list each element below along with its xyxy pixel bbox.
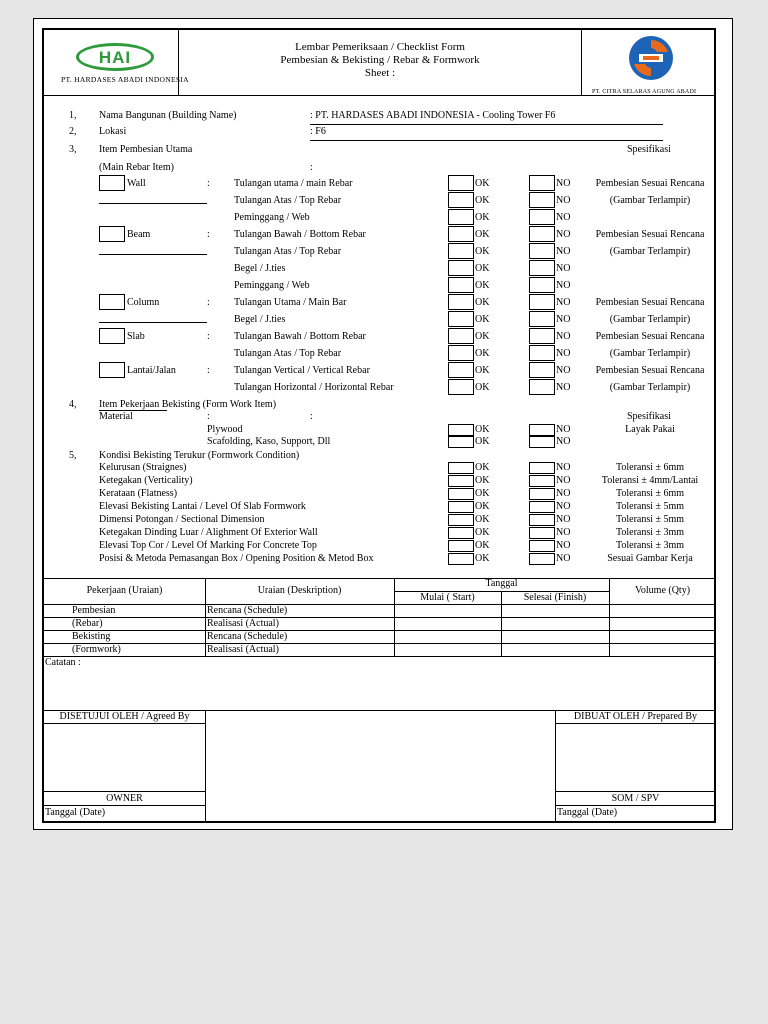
ok-label: OK bbox=[475, 424, 490, 435]
col-work-header: Pekerjaan (Uraian) bbox=[86, 585, 163, 596]
rebar-item: Tulangan Atas / Top Rebar bbox=[234, 195, 342, 206]
no-label: NO bbox=[556, 348, 571, 359]
ok-checkbox[interactable] bbox=[448, 243, 474, 259]
condition-spec: Sesuai Gambar Kerja bbox=[607, 553, 693, 564]
ok-label: OK bbox=[475, 280, 490, 291]
condition-spec: Toleransi ± 4mm/Lantai bbox=[601, 475, 699, 486]
building-name-value: : PT. HARDASES ABADI INDONESIA - Cooling Tower F6 bbox=[310, 110, 556, 121]
ok-label: OK bbox=[475, 297, 490, 308]
no-checkbox[interactable] bbox=[529, 175, 555, 191]
column-checkbox[interactable] bbox=[99, 294, 125, 310]
condition-item: Kerataan (Flatness) bbox=[99, 488, 178, 499]
no-checkbox[interactable] bbox=[529, 294, 555, 310]
no-checkbox[interactable] bbox=[529, 540, 555, 552]
form-title: Lembar Pemeriksaan / Checklist Form bbox=[295, 41, 465, 53]
rebar-spec: (Gambar Terlampir) bbox=[609, 195, 691, 206]
schedule-work: (Rebar) bbox=[72, 618, 103, 629]
rebar-spec: (Gambar Terlampir) bbox=[609, 382, 691, 393]
no-label: NO bbox=[556, 424, 571, 435]
ok-checkbox[interactable] bbox=[448, 462, 474, 474]
schedule-work: Bekisting bbox=[72, 631, 111, 642]
ok-label: OK bbox=[475, 553, 490, 564]
no-checkbox[interactable] bbox=[529, 243, 555, 259]
slab-checkbox[interactable] bbox=[99, 328, 125, 344]
rebar-item: Tulangan Utama / Main Bar bbox=[234, 297, 347, 308]
no-label: NO bbox=[556, 212, 571, 223]
col-desc-header: Uraian (Deskription) bbox=[257, 585, 342, 596]
middle-signature-box[interactable] bbox=[206, 711, 555, 823]
rebar-item: Tulangan Vertical / Vertical Rebar bbox=[234, 365, 370, 376]
no-checkbox[interactable] bbox=[529, 277, 555, 293]
building-name-label: Nama Bangunan (Building Name) bbox=[99, 110, 237, 121]
group-lantai-label: Lantai/Jalan bbox=[127, 365, 176, 376]
no-checkbox[interactable] bbox=[529, 462, 555, 474]
no-label: NO bbox=[556, 540, 571, 551]
no-label: NO bbox=[556, 263, 571, 274]
rebar-spec: Pembesian Sesuai Rencana bbox=[595, 178, 705, 189]
rebar-item: Peminggang / Web bbox=[234, 212, 310, 223]
sheet-label: Sheet : bbox=[364, 67, 396, 79]
ok-checkbox[interactable] bbox=[448, 328, 474, 344]
ok-label: OK bbox=[475, 488, 490, 499]
ok-checkbox[interactable] bbox=[448, 553, 474, 565]
no-checkbox[interactable] bbox=[529, 488, 555, 500]
ok-label: OK bbox=[475, 246, 490, 257]
rebar-item: Tulangan Bawah / Bottom Rebar bbox=[234, 229, 366, 240]
csa-logo-icon bbox=[621, 34, 681, 82]
right-company-name: PT. CITRA SELARAS AGUNG ABADI bbox=[592, 89, 697, 95]
schedule-work: Pembesian bbox=[72, 605, 116, 616]
ok-checkbox[interactable] bbox=[448, 362, 474, 378]
owner-signature-box[interactable] bbox=[44, 724, 205, 790]
formwork-title: Item Pekerjaan Bekisting (Form Work Item) bbox=[99, 399, 277, 410]
field-number: 2, bbox=[69, 126, 77, 137]
ok-checkbox[interactable] bbox=[448, 424, 474, 436]
notes-label: Catatan : bbox=[45, 657, 81, 668]
ok-label: OK bbox=[475, 514, 490, 525]
ok-label: OK bbox=[475, 331, 490, 342]
no-label: NO bbox=[556, 195, 571, 206]
no-checkbox[interactable] bbox=[529, 209, 555, 225]
material-label: Material bbox=[99, 411, 133, 422]
no-label: NO bbox=[556, 475, 571, 486]
no-label: NO bbox=[556, 527, 571, 538]
location-value: : F6 bbox=[310, 126, 326, 137]
col-volume-header: Volume (Qty) bbox=[634, 585, 691, 596]
ok-label: OK bbox=[475, 462, 490, 473]
som-label: SOM / SPV bbox=[611, 793, 660, 804]
no-label: NO bbox=[556, 314, 571, 325]
rebar-item: Tulangan Atas / Top Rebar bbox=[234, 348, 342, 359]
col-date-header: Tanggal bbox=[485, 578, 518, 589]
rebar-item: Begel / J.ties bbox=[234, 314, 286, 325]
ok-label: OK bbox=[475, 348, 490, 359]
ok-label: OK bbox=[475, 527, 490, 538]
condition-item: Elevasi Top Cor / Level Of Marking For Concrete Top bbox=[99, 540, 317, 551]
ok-checkbox[interactable] bbox=[448, 488, 474, 500]
no-checkbox[interactable] bbox=[529, 379, 555, 395]
group-beam-label: Beam bbox=[127, 229, 151, 240]
rebar-spec: Pembesian Sesuai Rencana bbox=[595, 229, 705, 240]
hai-logo-icon: HAI bbox=[76, 43, 154, 71]
no-checkbox[interactable] bbox=[529, 475, 555, 487]
ok-label: OK bbox=[475, 263, 490, 274]
ok-label: OK bbox=[475, 382, 490, 393]
formwork-item: Scafolding, Kaso, Support, Dll bbox=[207, 436, 331, 447]
form-frame: HAI PT. HARDASES ABADI INDONESIA Lembar Pemeriksaan / Checklist Form Pembesian & Bekisting / Rebar & Formwork Sheet : PT. CITRA SELARAS AGUNG ABADI 1, Nama Bangunan (Building Name) : PT. HARDASES ABADI INDONESIA - Cooling Tower F6 2, Lokasi : F6 3, Item Pembesian Utama Spesifikasi (Main Rebar Item) : Wall : Tulangan utama / main Rebar Tulangan Atas / Top Rebar Peminggang / Web Pembesian Sesuai Rencana (Gambar Terlampir) Beam : Tulangan Bawah / Bottom Rebar Tulangan Atas / Top Rebar Begel / J.ties Peminggang / Web Pembesian Sesuai Rencana (Gambar Terlampir) Column : Tulangan Utama / Main Bar Begel / J.ties Pembesian Sesuai Rencana (Gambar Terlampir) Slab : Tulangan Bawah / Bottom Rebar Tulangan Atas / Top Rebar Pembesian Sesuai Rencana (Gambar Terlampir) Lantai/Jalan : Tulangan Vertical / Vertical Rebar Tulangan Horizontal / Horizontal Rebar Pembesian Sesuai Rencana (Gambar Terlampir) OK NO OK NO OK NO OK NO OK NO OK NO OK NO OK NO OK NO OK NO OK NO OK NO OK NO OK NO OK NO 4, Item Pekerjaan Bekisting (Form Work Item) Material : : Spesifikasi Plywood Scafolding, Kaso, Support, Dll Layak Pakai 5, Kondisi Bekisting Terukur (Formwork Condition) Kelurusan (Straignes) Toleransi ± 6mm OK NO Ketegakan (Verticality) Toleransi ± 4mm/Lantai OK NO Kerataan (Flatness) Toleransi ± 6mm OK NO Elevasi Bekisting Lantai / Level Of Slab Formwork Toleransi ± 5mm OK NO Dimensi Potongan / Sectional Dimension Toleransi ± 5mm OK NO Ketegakan Dinding Luar / Alighment Of Exterior Wall Toleransi ± 3mm OK NO Elevasi Top Cor / Level Of Marking For Concrete Top Toleransi ± 3mm OK NO Posisi & Metoda Pemasangan Box / Opening Position & Metod Box Sesuai Gambar Kerja OK NO Pekerjaan (Uraian) Uraian (Deskription) Tanggal Mulai ( Start) Selesai (Finish) Volume (Qty) Pembesian Rencana (Schedule) (Rebar) Realisasi (Actual) Bekisting Rencana (Schedule) (Formwork) Realisasi (Actual) Catatan : DISETUJUI OLEH / Agreed By DIBUAT OLEH / Prepared By OWNER SOM / SPV Tanggal (Date) Tanggal (Date) bbox=[42, 28, 716, 823]
no-checkbox[interactable] bbox=[529, 527, 555, 539]
ok-checkbox[interactable] bbox=[448, 501, 474, 513]
condition-spec: Toleransi ± 6mm bbox=[615, 462, 685, 473]
date-left-label: Tanggal (Date) bbox=[45, 807, 106, 818]
condition-item: Kelurusan (Straignes) bbox=[99, 462, 187, 473]
beam-checkbox[interactable] bbox=[99, 226, 125, 242]
som-signature-box[interactable] bbox=[556, 724, 716, 790]
ok-checkbox[interactable] bbox=[448, 475, 474, 487]
ok-label: OK bbox=[475, 540, 490, 551]
rebar-item: Tulangan Horizontal / Horizontal Rebar bbox=[234, 382, 394, 393]
field-number: 3, bbox=[69, 144, 77, 155]
ok-label: OK bbox=[475, 314, 490, 325]
no-checkbox[interactable] bbox=[529, 436, 555, 448]
condition-item: Posisi & Metoda Pemasangan Box / Opening Position & Metod Box bbox=[99, 553, 374, 564]
rebar-spec: Pembesian Sesuai Rencana bbox=[595, 365, 705, 376]
formwork-spec: Layak Pakai bbox=[625, 424, 675, 435]
no-checkbox[interactable] bbox=[529, 362, 555, 378]
date-right-label: Tanggal (Date) bbox=[557, 807, 618, 818]
ok-checkbox[interactable] bbox=[448, 209, 474, 225]
rebar-item: Tulangan Atas / Top Rebar bbox=[234, 246, 342, 257]
location-label: Lokasi bbox=[99, 126, 127, 137]
section-number: 4, bbox=[69, 399, 77, 410]
group-column-label: Column bbox=[127, 297, 160, 308]
rebar-item: Tulangan Bawah / Bottom Rebar bbox=[234, 331, 366, 342]
condition-spec: Toleransi ± 3mm bbox=[615, 540, 685, 551]
notes-area[interactable] bbox=[44, 670, 716, 710]
ok-checkbox[interactable] bbox=[448, 436, 474, 448]
condition-spec: Toleransi ± 5mm bbox=[615, 514, 685, 525]
no-label: NO bbox=[556, 436, 571, 447]
formwork-spec-header: Spesifikasi bbox=[627, 411, 671, 422]
field-number: 1, bbox=[69, 110, 77, 121]
ok-label: OK bbox=[475, 501, 490, 512]
section-number: 5, bbox=[69, 450, 77, 461]
ok-checkbox[interactable] bbox=[448, 527, 474, 539]
left-company-name: PT. HARDASES ABADI INDONESIA bbox=[61, 75, 189, 84]
ok-label: OK bbox=[475, 178, 490, 189]
col-finish-header: Selesai (Finish) bbox=[523, 592, 587, 603]
condition-title: Kondisi Bekisting Terukur (Formwork Condition) bbox=[99, 450, 300, 461]
ok-checkbox[interactable] bbox=[448, 345, 474, 361]
ok-label: OK bbox=[475, 365, 490, 376]
no-label: NO bbox=[556, 178, 571, 189]
rebar-item: Peminggang / Web bbox=[234, 280, 310, 291]
condition-item: Elevasi Bekisting Lantai / Level Of Slab Formwork bbox=[99, 501, 306, 512]
condition-item: Ketegakan Dinding Luar / Alighment Of Exterior Wall bbox=[99, 527, 318, 538]
no-checkbox[interactable] bbox=[529, 226, 555, 242]
condition-item: Dimensi Potongan / Sectional Dimension bbox=[99, 514, 265, 525]
ok-label: OK bbox=[475, 436, 490, 447]
schedule-work: (Formwork) bbox=[72, 644, 121, 655]
wall-checkbox[interactable] bbox=[99, 175, 125, 191]
ok-checkbox[interactable] bbox=[448, 175, 474, 191]
agreed-by-label: DISETUJUI OLEH / Agreed By bbox=[59, 711, 190, 722]
ok-checkbox[interactable] bbox=[448, 260, 474, 276]
no-checkbox[interactable] bbox=[529, 328, 555, 344]
no-label: NO bbox=[556, 280, 571, 291]
condition-item: Ketegakan (Verticality) bbox=[99, 475, 193, 486]
no-label: NO bbox=[556, 462, 571, 473]
no-checkbox[interactable] bbox=[529, 260, 555, 276]
ok-checkbox[interactable] bbox=[448, 226, 474, 242]
condition-spec: Toleransi ± 3mm bbox=[615, 527, 685, 538]
no-checkbox[interactable] bbox=[529, 424, 555, 436]
spec-header: Spesifikasi bbox=[627, 144, 671, 155]
formwork-item: Plywood bbox=[207, 424, 243, 435]
no-label: NO bbox=[556, 246, 571, 257]
colon: : bbox=[310, 162, 313, 173]
ok-checkbox[interactable] bbox=[448, 294, 474, 310]
no-label: NO bbox=[556, 488, 571, 499]
form-page bbox=[33, 18, 733, 830]
schedule-desc: Rencana (Schedule) bbox=[207, 631, 288, 642]
condition-spec: Toleransi ± 6mm bbox=[615, 488, 685, 499]
rebar-spec: (Gambar Terlampir) bbox=[609, 314, 691, 325]
ok-label: OK bbox=[475, 195, 490, 206]
schedule-desc: Rencana (Schedule) bbox=[207, 605, 288, 616]
no-label: NO bbox=[556, 553, 571, 564]
no-label: NO bbox=[556, 514, 571, 525]
no-checkbox[interactable] bbox=[529, 311, 555, 327]
form-subtitle: Pembesian & Bekisting / Rebar & Formwork bbox=[280, 54, 480, 66]
no-label: NO bbox=[556, 297, 571, 308]
prepared-by-label: DIBUAT OLEH / Prepared By bbox=[573, 711, 698, 722]
no-checkbox[interactable] bbox=[529, 553, 555, 565]
no-checkbox[interactable] bbox=[529, 345, 555, 361]
no-label: NO bbox=[556, 501, 571, 512]
ok-checkbox[interactable] bbox=[448, 379, 474, 395]
lantai-jalan-checkbox[interactable] bbox=[99, 362, 125, 378]
ok-checkbox[interactable] bbox=[448, 311, 474, 327]
rebar-spec: (Gambar Terlampir) bbox=[609, 348, 691, 359]
group-slab-label: Slab bbox=[127, 331, 145, 342]
ok-checkbox[interactable] bbox=[448, 540, 474, 552]
owner-label: OWNER bbox=[106, 793, 143, 804]
no-checkbox[interactable] bbox=[529, 192, 555, 208]
ok-checkbox[interactable] bbox=[448, 192, 474, 208]
rebar-item: Begel / J.ties bbox=[234, 263, 286, 274]
no-label: NO bbox=[556, 331, 571, 342]
no-checkbox[interactable] bbox=[529, 501, 555, 513]
rebar-item: Tulangan utama / main Rebar bbox=[234, 178, 353, 189]
main-rebar-subheading: (Main Rebar Item) bbox=[99, 162, 174, 173]
rebar-spec: Pembesian Sesuai Rencana bbox=[595, 297, 705, 308]
no-label: NO bbox=[556, 382, 571, 393]
rebar-spec: (Gambar Terlampir) bbox=[609, 246, 691, 257]
group-wall-label: Wall bbox=[127, 178, 146, 189]
ok-checkbox[interactable] bbox=[448, 277, 474, 293]
no-label: NO bbox=[556, 229, 571, 240]
condition-spec: Toleransi ± 5mm bbox=[615, 501, 685, 512]
ok-label: OK bbox=[475, 229, 490, 240]
schedule-desc: Realisasi (Actual) bbox=[207, 644, 279, 655]
col-start-header: Mulai ( Start) bbox=[420, 592, 475, 603]
ok-checkbox[interactable] bbox=[448, 514, 474, 526]
no-label: NO bbox=[556, 365, 571, 376]
schedule-desc: Realisasi (Actual) bbox=[207, 618, 279, 629]
ok-label: OK bbox=[475, 212, 490, 223]
rebar-spec: Pembesian Sesuai Rencana bbox=[595, 331, 705, 342]
main-rebar-label: Item Pembesian Utama bbox=[99, 144, 193, 155]
no-checkbox[interactable] bbox=[529, 514, 555, 526]
ok-label: OK bbox=[475, 475, 490, 486]
